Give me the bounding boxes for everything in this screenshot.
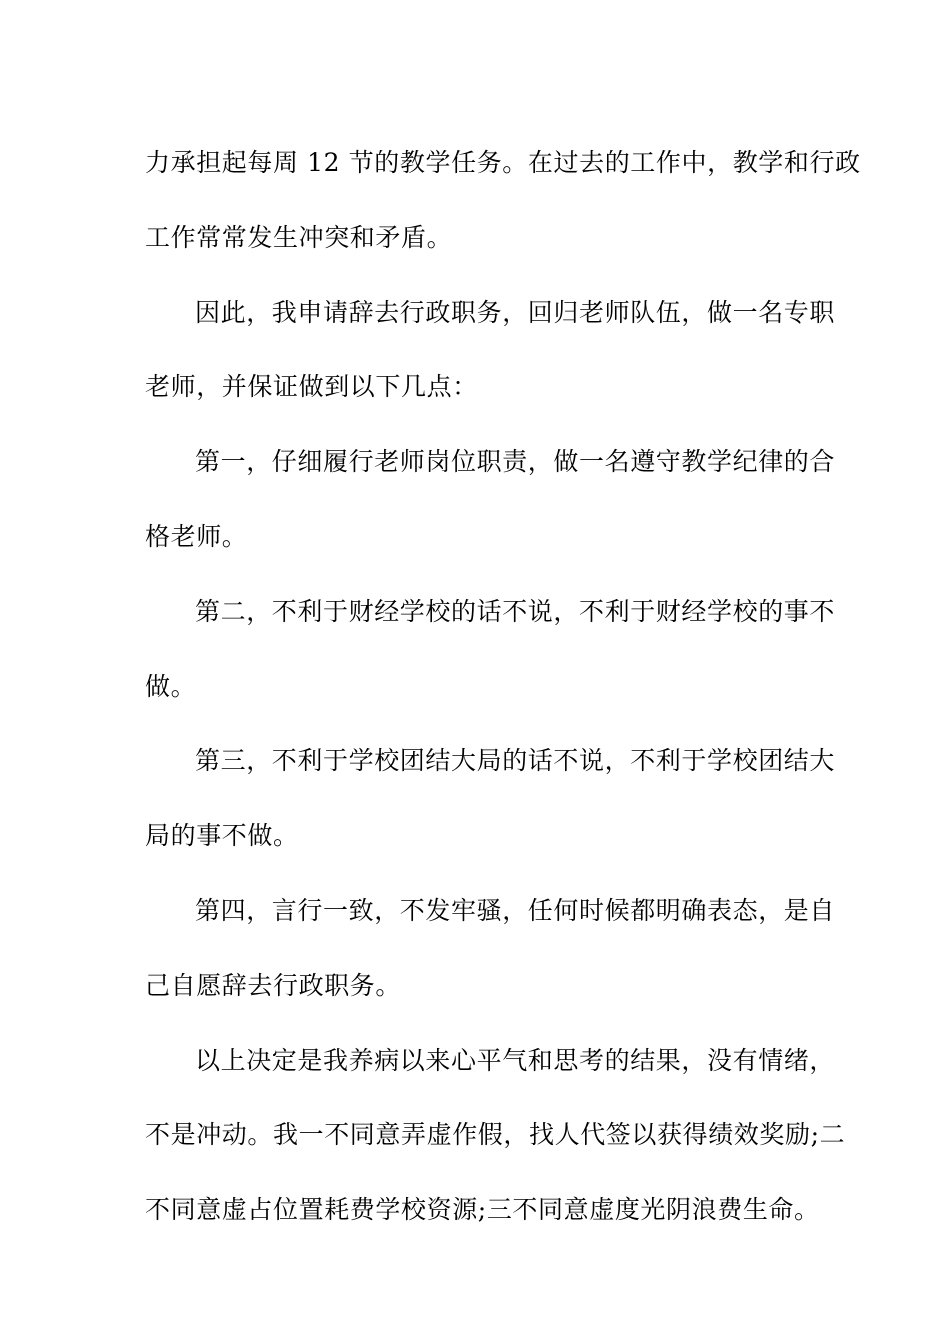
paragraph-point-1 xyxy=(145,425,836,575)
paragraph-conclusion xyxy=(145,1024,846,1248)
text-line: 第三，不利于学校团结大局的话不说，不利于学校团结大 xyxy=(195,746,836,776)
text-line: 因此，我申请辞去行政职务，回归老师队伍，做一名专职 xyxy=(195,297,836,327)
text-line: 第二，不利于财经学校的话不说，不利于财经学校的事不 xyxy=(195,596,836,626)
text-line: 力承担起每周 12 节的教学任务。在过去的工作中，教学和行政 xyxy=(145,148,861,177)
text-line: 局的事不做。 xyxy=(145,821,299,851)
paragraph-point-4 xyxy=(145,874,836,1024)
text-line: 做。 xyxy=(145,671,197,701)
text-line: 己自愿辞去行政职务。 xyxy=(145,970,402,1000)
text-line: 第一，仔细履行老师岗位职责，做一名遵守教学纪律的合 xyxy=(195,447,836,477)
text-line: 第四，言行一致，不发牢骚，任何时候都明确表态，是自 xyxy=(195,895,836,925)
paragraph-point-2 xyxy=(145,575,836,725)
text-line: 不是冲动。我一不同意弄虚作假，找人代签以获得绩效奖励;二 xyxy=(145,1120,846,1150)
text-line: 工作常常发生冲突和矛盾。 xyxy=(145,222,453,252)
text-line: 格老师。 xyxy=(145,521,248,551)
text-line: 老师，并保证做到以下几点： xyxy=(145,372,478,402)
paragraph-continuation xyxy=(145,126,861,276)
document-body xyxy=(145,126,861,1248)
text-line: 以上决定是我养病以来心平气和思考的结果，没有情绪， xyxy=(195,1045,836,1075)
paragraph-resignation-request xyxy=(145,276,836,426)
paragraph-point-3 xyxy=(145,724,836,874)
text-line: 不同意虚占位置耗费学校资源;三不同意虚度光阴浪费生命。 xyxy=(145,1195,820,1225)
